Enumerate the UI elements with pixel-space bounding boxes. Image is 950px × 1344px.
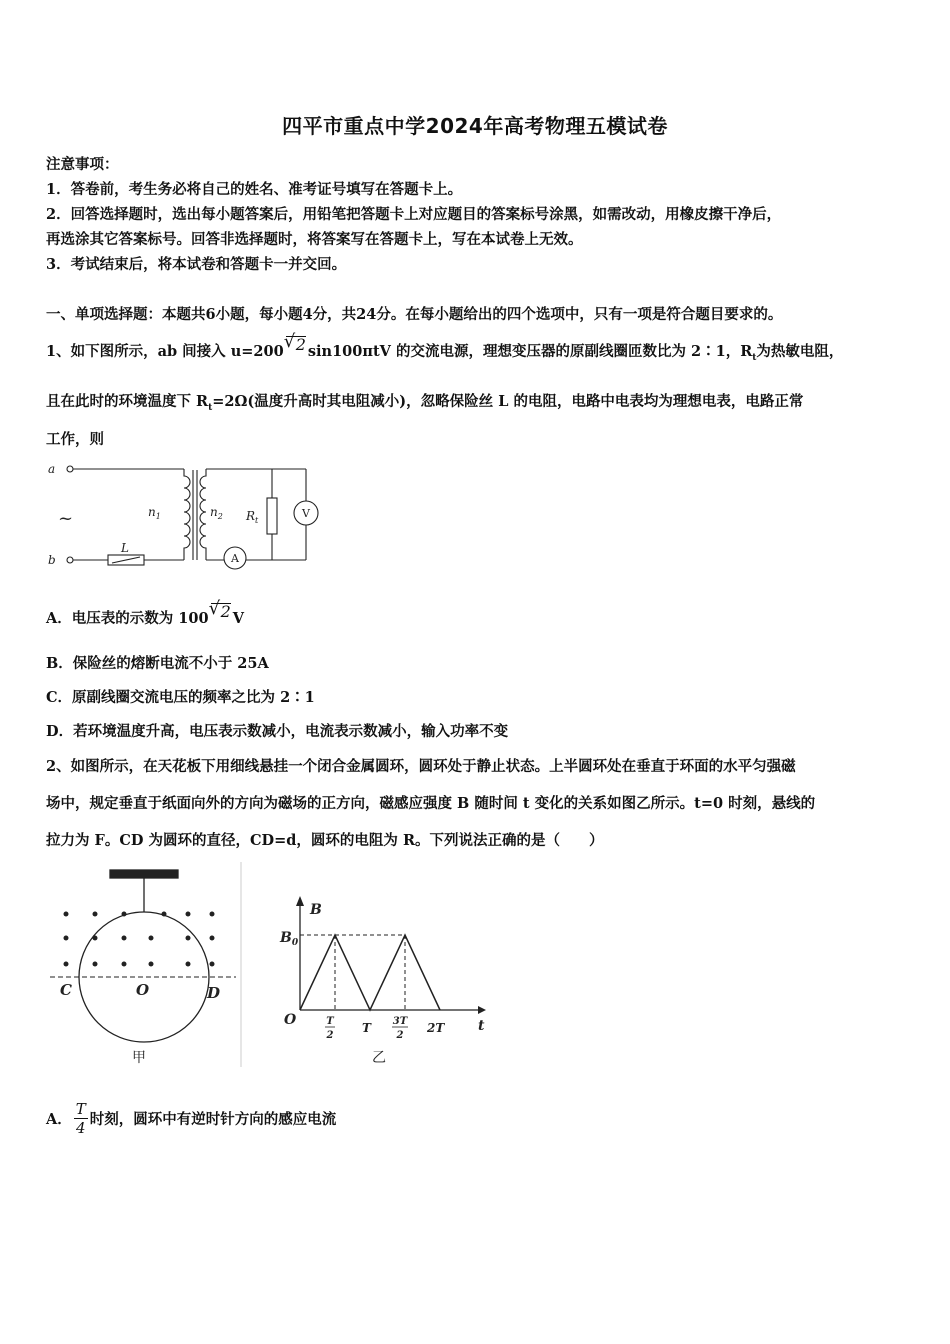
svg-text:3T: 3T <box>392 1016 408 1027</box>
label-b: b <box>48 553 56 567</box>
q1-option-b: B．保险丝的熔断电流不小于 25A <box>46 655 269 672</box>
page-title: 四平市重点中学2024年高考物理五模试卷 <box>282 114 668 138</box>
q2-option-a <box>46 1100 336 1137</box>
svg-text:T: T <box>326 1016 334 1027</box>
label-n1: $n_1$ <box>148 505 161 521</box>
q1-sqrt: √ 2 <box>286 336 306 353</box>
q2-stem-line1: 2、如图所示，在天花板下用细线悬挂一个闭合金属圆环，圆环处于静止状态。上半圆环处在垂直于环面的水平匀强磁 <box>46 758 796 775</box>
svg-text:2: 2 <box>396 1030 404 1041</box>
tick-label-b0: $B_0$ <box>280 930 299 948</box>
q2-stem-line2: 场中，规定垂直于纸面向外的方向为磁场的正方向，磁感应强度 B 随时间 t 变化的关系如图乙所示。t=0 时刻，悬线的 <box>46 795 816 812</box>
svg-text:2: 2 <box>326 1030 334 1041</box>
terminal-b <box>67 557 73 563</box>
thermistor-icon <box>267 498 277 534</box>
label-v: V <box>302 507 310 520</box>
q1-stem-e: =2Ω(温度升高时其电阻减小)，忽略保险丝 L 的电阻，电路中电表均为理想电表，电路正常 <box>212 393 804 410</box>
section-heading: 一、单项选择题：本题共6小题，每小题4分，共24分。在每小题给出的四个选项中，只有一项是符合题目要求的。 <box>46 306 783 323</box>
label-a: a <box>48 462 56 476</box>
label-l: L <box>121 541 129 555</box>
q2-option-a-fraction: $\frac{T}{4}$ <box>75 1100 86 1137</box>
primary-coil-icon <box>184 469 190 560</box>
label-o: O <box>136 981 150 999</box>
q1-option-d: D．若环境温度升高，电压表示数减小，电流表示数减小，输入功率不变 <box>46 723 509 740</box>
tick-label-half-t <box>325 1016 335 1041</box>
q1-option-a <box>46 603 244 628</box>
notice-item-2: 2．回答选择题时，选出每小题答案后，用铅笔把答题卡上对应题目的答案标号涂黑，如需改动，用橡皮擦干净后， <box>46 206 782 223</box>
caption-yi: 乙 <box>372 1050 386 1066</box>
tick-label-t: T <box>362 1021 371 1035</box>
q1-sub-t2: t <box>208 402 213 413</box>
axis-label-t: t <box>478 1018 485 1034</box>
q1-option-c: C．原副线圈交流电压的频率之比为 2∶1 <box>46 689 315 706</box>
q1-stem-c: 为热敏电阻， <box>756 343 844 360</box>
notice-heading: 注意事项： <box>46 156 119 173</box>
q1-sub-t: t <box>752 352 757 363</box>
caption-jia: 甲 <box>132 1050 146 1066</box>
label-rt: $R_t$ <box>246 509 259 525</box>
secondary-coil-icon <box>200 469 206 560</box>
q1-stem-a: 1、如下图所示，ab 间接入 u=200 <box>46 343 284 360</box>
q1-circuit-figure <box>46 458 336 576</box>
label-c: C <box>60 981 72 999</box>
q2-ring-figure <box>46 862 246 1072</box>
ceiling-icon <box>110 870 178 878</box>
ac-source-icon: ~ <box>58 508 74 529</box>
tick-label-3half-t <box>392 1016 409 1041</box>
axis-label-b: B <box>310 902 322 918</box>
origin-label: O <box>284 1012 297 1028</box>
notice-item-2-cont: 再选涂其它答案标号。回答非选择题时，将答案写在答题卡上，写在本试卷上无效。 <box>46 231 583 248</box>
b-series-line <box>300 935 440 1010</box>
q1-option-a-sqrt: √ 2 <box>211 603 231 620</box>
q1-stem-line3: 工作，则 <box>46 431 104 448</box>
label-n2: $n_2$ <box>210 505 223 521</box>
label-d: D <box>207 984 221 1002</box>
q1-option-a-unit: V <box>232 610 245 627</box>
q2-stem-line3: 拉力为 F。CD 为圆环的直径，CD=d，圆环的电阻为 R。下列说法正确的是（ ） <box>46 832 604 849</box>
q2-option-a-label: A． <box>46 1111 72 1128</box>
tick-label-2t: 2T <box>427 1021 445 1035</box>
q1-stem-b: sin100πtV 的交流电源，理想变压器的原副线圈匝数比为 2∶1，R <box>307 343 753 360</box>
q1-stem-line1 <box>46 336 843 363</box>
terminal-a <box>67 466 73 472</box>
notice-item-1: 1．答卷前，考生务必将自己的姓名、准考证号填写在答题卡上。 <box>46 181 463 198</box>
label-ammeter: A <box>231 552 239 565</box>
magnetic-field-dots <box>64 912 215 967</box>
q1-stem-d: 且在此时的环境温度下 R <box>46 393 209 410</box>
notice-item-3: 3．考试结束后，将本试卷和答题卡一并交回。 <box>46 256 347 273</box>
q2-option-a-text: 时刻，圆环中有逆时针方向的感应电流 <box>89 1111 337 1128</box>
q1-stem-line2 <box>46 390 803 413</box>
x-axis-arrow <box>478 1006 486 1014</box>
y-axis-arrow <box>296 896 304 906</box>
q2-bt-graph <box>278 890 490 1070</box>
q1-option-a-text: A．电压表的示数为 100 <box>46 610 209 627</box>
